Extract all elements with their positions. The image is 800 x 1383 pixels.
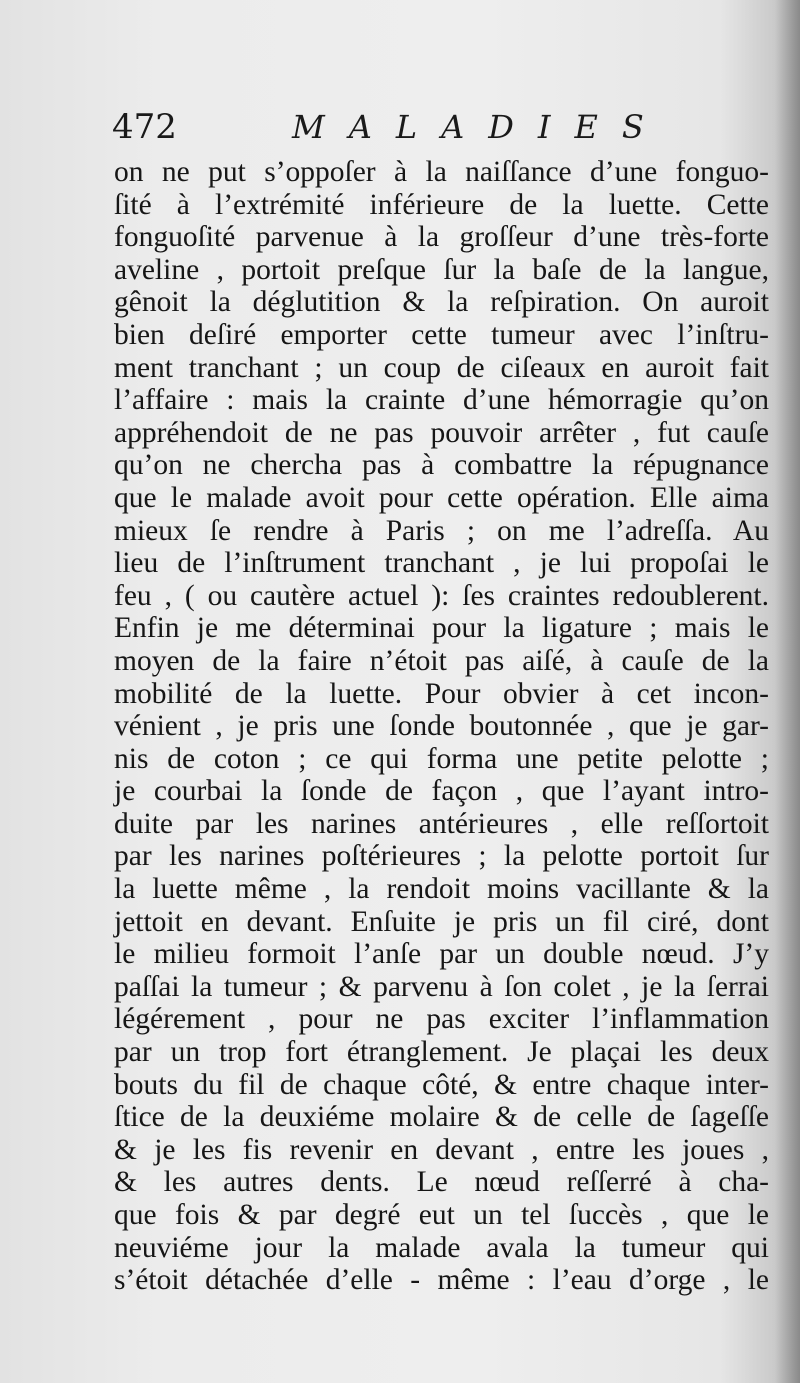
text-line: & les autres dents. Le nœud reſſerré à cha- [114, 1166, 769, 1199]
text-line: légérement , pour ne pas exciter l’inflammation [114, 1003, 769, 1036]
text-line: moyen de la faire n’étoit pas aiſé, à cauſe de la [114, 644, 769, 677]
text-line: la luette même , la rendoit moins vacillante & la [114, 873, 769, 906]
body-text [114, 156, 769, 1297]
text-line: ſtice de la deuxiéme molaire & de celle de ſageſſe [114, 1101, 769, 1134]
page-edge-shadow [774, 0, 800, 1383]
text-line: appréhendoit de ne pas pouvoir arrêter , fut cauſe [114, 416, 769, 449]
text-line: le milieu formoit l’anſe par un double nœud. J’y [114, 938, 769, 971]
text-line: paſſai la tumeur ; & parvenu à ſon colet , je la ſerrai [114, 970, 769, 1003]
text-line: mobilité de la luette. Pour obvier à cet incon- [114, 677, 769, 710]
page-header [112, 104, 668, 150]
text-line: neuviéme jour la malade avala la tumeur qui [114, 1231, 769, 1264]
text-line: s’étoit détachée d’elle - même : l’eau d’orge , le [114, 1264, 769, 1297]
text-line: ment tranchant ; un coup de ciſeaux en auroit fait [114, 351, 769, 384]
text-line: bouts du fil de chaque côté, & entre chaque inter- [114, 1068, 769, 1101]
text-line: mieux ſe rendre à Paris ; on me l’adreſſa. Au [114, 514, 769, 547]
text-line: vénient , je pris une ſonde boutonnée , que je gar- [114, 710, 769, 743]
text-line: aveline , portoit preſque ſur la baſe de la langue, [114, 253, 769, 286]
text-line: que fois & par degré eut un tel ſuccès , que le [114, 1199, 769, 1231]
text-line: bien deſiré emporter cette tumeur avec l’inſtru- [114, 318, 769, 351]
text-line: par un trop fort étranglement. Je plaçai les deux [114, 1036, 769, 1069]
text-line: on ne put s’oppoſer à la naiſſance d’une fonguo- [114, 156, 769, 188]
text-line: que le malade avoit pour cette opération. Elle aima [114, 481, 769, 514]
text-line: ſité à l’extrémité inférieure de la luette. Cette [114, 188, 769, 221]
text-line: gênoit la déglutition & la reſpiration. On auroit [114, 286, 769, 319]
text-line: feu , ( ou cautère actuel ): ſes craintes redoublerent. [114, 579, 769, 612]
text-line: & je les fis revenir en devant , entre les joues , [114, 1133, 769, 1166]
text-line: Enfin je me déterminai pour la ligature ; mais le [114, 612, 769, 645]
text-line: je courbai la ſonde de façon , que l’ayant intro- [114, 775, 769, 808]
text-line: nis de coton ; ce qui forma une petite pelotte ; [114, 742, 769, 775]
text-line: lieu de l’inſtrument tranchant , je lui propoſai le [114, 547, 769, 580]
page-number: 472 [112, 107, 177, 147]
text-line: qu’on ne chercha pas à combattre la répugnance [114, 449, 769, 482]
running-title: MALADIES [292, 108, 668, 146]
text-line: duite par les narines antérieures , elle reſſortoit [114, 807, 769, 840]
text-line: par les narines poſtérieures ; la pelotte portoit ſur [114, 840, 769, 873]
text-line: l’affaire : mais la crainte d’une hémorragie qu’on [114, 384, 769, 417]
text-line: jettoit en devant. Enſuite je pris un fil ciré, dont [114, 905, 769, 938]
text-line: fonguoſité parvenue à la groſſeur d’une très-forte [114, 221, 769, 254]
